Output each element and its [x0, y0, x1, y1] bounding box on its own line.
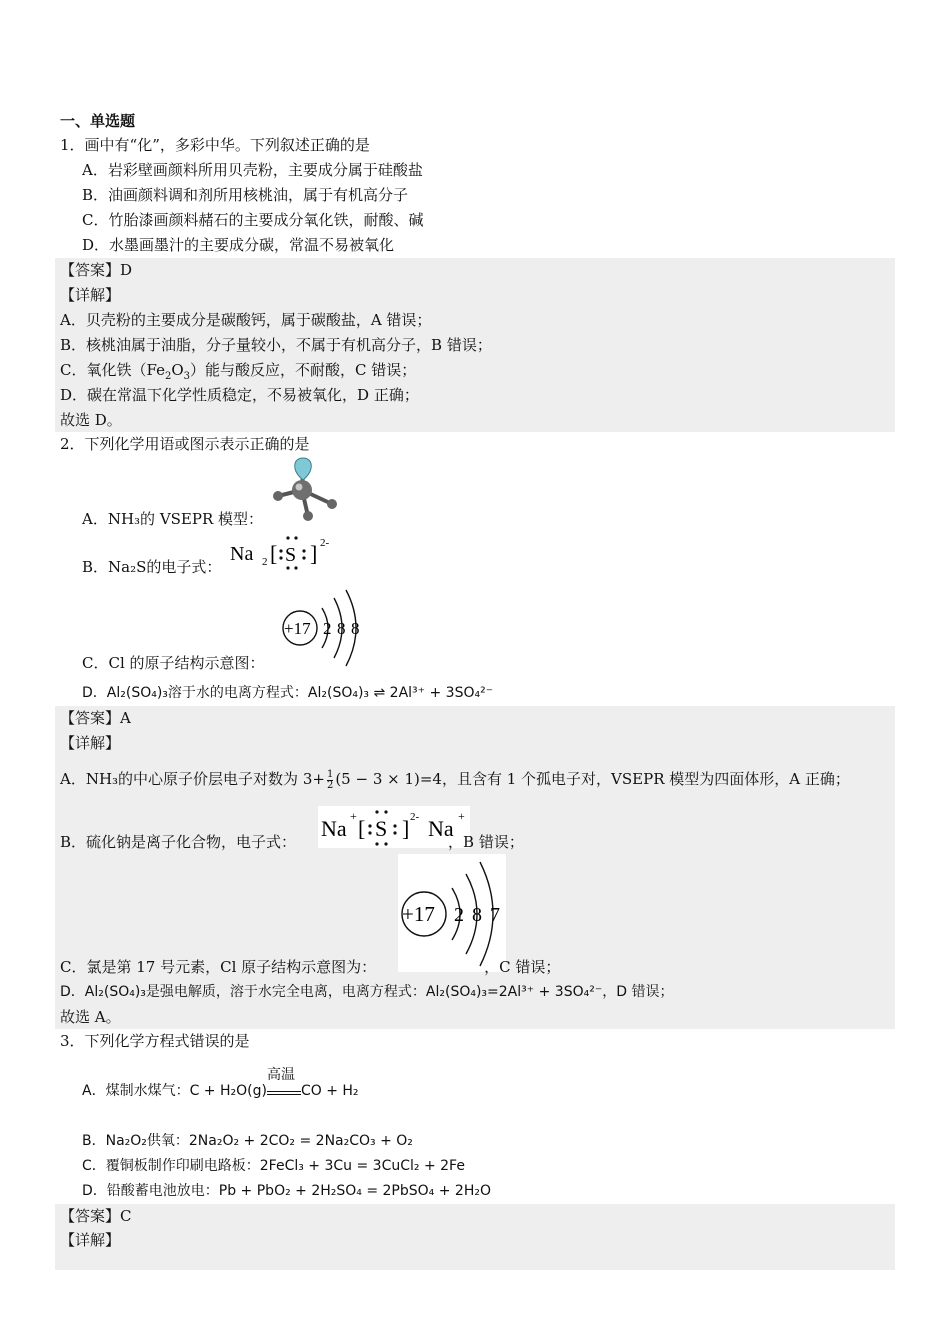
- q1-stem: 1．画中有“化”，多彩中华。下列叙述正确的是: [60, 136, 370, 154]
- q1-option-a: A．岩彩壁画颜料所用贝壳粉，主要成分属于硅酸盐: [82, 161, 423, 179]
- nh3-vsepr-model-image: [266, 456, 344, 524]
- q3-option-a-pre: A．煤制水煤气：C + H₂O(g): [82, 1083, 267, 1099]
- q1-option-b: B．油画颜料调和剂所用核桃油，属于有机高分子: [82, 186, 409, 204]
- na-left: Na: [321, 816, 347, 841]
- section-heading: 一、单选题: [60, 112, 136, 130]
- q2-explain-b-post: ，B 错误；: [448, 833, 524, 851]
- q1-option-d: D．水墨画墨汁的主要成分碳，常温不易被氧化: [82, 236, 395, 254]
- svg-text:[: [: [270, 541, 278, 566]
- svg-text:]: ]: [310, 541, 318, 566]
- s-correct-charge: 2-: [410, 811, 420, 823]
- q1-explain-a: A．贝壳粉的主要成分是碳酸钙，属于碳酸盐，A 错误；: [60, 311, 432, 329]
- svg-text:[: [: [358, 816, 366, 841]
- q3-option-a: [82, 1067, 359, 1102]
- q1-explain-c-pre: C．氧化铁（Fe: [60, 361, 165, 379]
- q2-explain-a: [60, 768, 850, 791]
- q1-explain-c: [60, 359, 416, 381]
- q1-option-c: C．竹胎漆画颜料赭石的主要成分氧化铁，耐酸、碱: [82, 211, 424, 229]
- na-symbol: Na: [230, 543, 254, 565]
- q2-explain-c-post: ，C 错误；: [484, 958, 561, 976]
- s-symbol: S: [285, 544, 297, 566]
- fraction-num: 1: [326, 768, 334, 780]
- shell-3: 8: [351, 619, 360, 638]
- q2-option-a: A．NH₃的 VSEPR 模型：: [82, 510, 264, 528]
- q2-option-d: D．Al₂(SO₄)₃溶于水的电离方程式：Al₂(SO₄)₃ ⇌ 2Al³⁺ + 3SO₄²⁻: [82, 685, 494, 701]
- charge-label: 2-: [320, 537, 330, 549]
- q2-explain-c: [60, 956, 560, 978]
- q1-explain-d: D．碳在常温下化学性质稳定，不易被氧化，D 正确；: [60, 386, 419, 404]
- shell-correct-3: 7: [490, 904, 500, 926]
- q2-detail-label: 【详解】: [60, 734, 121, 752]
- shell-1: 2: [323, 619, 332, 638]
- na-right: Na: [428, 816, 454, 841]
- q1-detail-label: 【详解】: [60, 286, 121, 304]
- q1-explain-b: B．核桃油属于油脂，分子量较小，不属于有机高分子，B 错误；: [60, 336, 492, 354]
- na-left-charge: +: [350, 809, 357, 823]
- na-subscript: 2: [262, 556, 268, 568]
- na-right-charge: +: [458, 809, 465, 823]
- q3-option-c: C．覆铜板制作印刷电路板：2FeCl₃ + 3Cu = 3CuCl₂ + 2Fe: [82, 1158, 465, 1174]
- shell-correct-2: 8: [472, 904, 482, 926]
- q2-option-b: B．Na₂S的电子式：: [82, 558, 222, 576]
- q2-explain-b-pre: B．硫化钠是离子化合物，电子式：: [60, 833, 297, 851]
- cl-structure-option-image: [278, 586, 368, 668]
- q3-answer-block: [55, 1204, 895, 1270]
- q3-stem: 3．下列化学方程式错误的是: [60, 1032, 250, 1050]
- shell-correct-1: 2: [454, 904, 464, 926]
- q2-explain-a-post: (5 − 3 × 1)=4，且含有 1 个孤电子对，VSEPR 模型为四面体形，A 正确；: [335, 770, 850, 788]
- condition-text: 高温: [266, 1067, 295, 1083]
- reaction-condition: [266, 1067, 301, 1102]
- q1-explain-c-sub1: 2: [164, 371, 172, 382]
- q3-option-a-post: CO + H₂: [300, 1083, 359, 1099]
- nucleus-label: +17: [284, 619, 311, 638]
- nucleus-correct: +17: [402, 902, 435, 926]
- q2-explain-c-pre: C．氯是第 17 号元素，Cl 原子结构示意图为：: [60, 958, 377, 976]
- q2-explain-b: [60, 831, 524, 853]
- fraction: [327, 770, 333, 791]
- fraction-den: 2: [326, 779, 334, 791]
- q1-conclusion: 故选 D。: [60, 411, 122, 429]
- q1-explain-c-post: ）能与酸反应，不耐酸，C 错误；: [190, 361, 417, 379]
- svg-text:]: ]: [402, 816, 410, 841]
- q3-option-d: D．铅酸蓄电池放电：Pb + PbO₂ + 2H₂SO₄ = 2PbSO₄ + 2H₂O: [82, 1183, 491, 1199]
- na2s-electron-formula-image: [228, 534, 340, 574]
- q2-answer: 【答案】A: [60, 709, 131, 727]
- q2-conclusion: 故选 A。: [60, 1008, 121, 1026]
- q1-explain-c-sub2: 3: [183, 371, 191, 382]
- q2-explain-d: D．Al₂(SO₄)₃是强电解质，溶于水完全电离，电离方程式：Al₂(SO₄)₃=2Al³⁺ + 3SO₄²⁻，D 错误；: [60, 984, 674, 1000]
- q1-answer: 【答案】D: [60, 261, 133, 279]
- q3-answer: 【答案】C: [60, 1207, 132, 1225]
- s-correct: S: [375, 816, 388, 841]
- q2-explain-a-pre: A．NH₃的中心原子价层电子对数为 3+: [60, 770, 325, 788]
- cl-structure-correct-image: [398, 854, 506, 972]
- q1-explain-c-mid: O: [171, 361, 184, 379]
- q3-option-b: B．Na₂O₂供氧：2Na₂O₂ + 2CO₂ = 2Na₂CO₃ + O₂: [82, 1133, 413, 1149]
- shell-2: 8: [337, 619, 346, 638]
- q2-option-c: C．Cl 的原子结构示意图：: [82, 654, 265, 672]
- q3-detail-label: 【详解】: [60, 1231, 121, 1249]
- q2-stem: 2．下列化学用语或图示表示正确的是: [60, 435, 310, 453]
